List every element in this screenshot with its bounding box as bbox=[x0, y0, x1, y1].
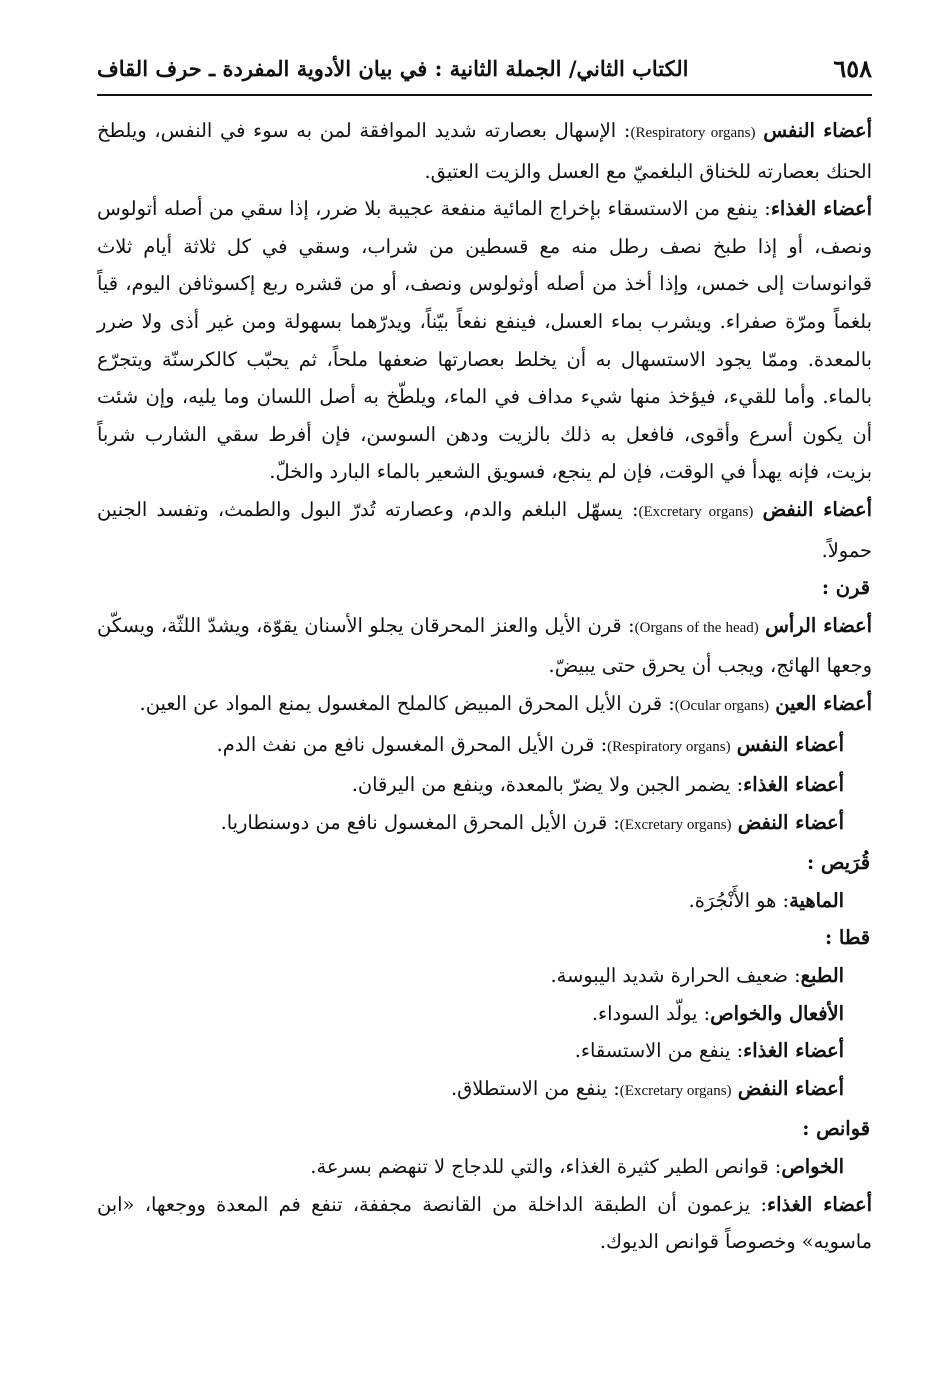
entry-paragraph bbox=[97, 1070, 872, 1111]
entry-paragraph bbox=[97, 685, 872, 726]
entry-paragraph bbox=[97, 1032, 872, 1070]
entry-label: الطبع bbox=[800, 964, 844, 988]
entry-text: : هو الأَنْجُرَة. bbox=[688, 888, 790, 912]
entry-text: : يسهّل البلغم والدم، وعصارته تُدرّ البول والطمث، وتفسد الجنين حمولاً. bbox=[97, 497, 872, 562]
english-term: (Ocular organs) bbox=[674, 697, 770, 714]
section-heading: قوانص : bbox=[802, 1117, 870, 1141]
section-heading: قطا : bbox=[825, 926, 870, 950]
entry-label: أعضاء النفس bbox=[736, 732, 844, 756]
entry-label: أعضاء الغذاء bbox=[770, 197, 872, 221]
english-term: (Excretary organs) bbox=[619, 1082, 732, 1099]
entry-text: : قوانص الطير كثيرة الغذاء، والتي للدجاج لا تنهضم بسرعة. bbox=[310, 1155, 782, 1179]
entry-paragraph bbox=[97, 995, 872, 1033]
entry-label: أعضاء الغذاء bbox=[743, 773, 844, 797]
entry-text: : يولّد السوداء. bbox=[591, 1001, 711, 1025]
entry-paragraph bbox=[97, 766, 872, 804]
entry-label: أعضاء الغذاء bbox=[743, 1039, 844, 1063]
entry-text: : الإسهال بعصارته شديد الموافقة لمن به سوء في النفس، ويلطخ الحنك بعصارته للخناق البلغميّ مع العسل والزيت العتيق. bbox=[97, 119, 872, 183]
entry-text: : يضمر الجبن ولا يضرّ بالمعدة، وينفع من اليرقان. bbox=[351, 773, 744, 797]
entry-paragraph bbox=[97, 1148, 872, 1186]
entry-text: : يزعمون أن الطبقة الداخلة من القانصة مجففة، تنفع فم المعدة ووجعها، «ابن ماسويه» وخصوصاً قوانص الديوك. bbox=[97, 1192, 872, 1254]
entry-paragraph bbox=[97, 607, 872, 685]
entry-text: : ينفع من الاستطلاق. bbox=[451, 1076, 620, 1100]
entry-paragraph bbox=[97, 1186, 872, 1261]
english-term: (Respiratory organs) bbox=[607, 738, 731, 755]
entry-paragraph bbox=[97, 112, 872, 190]
entry-text: : ينفع من الاستسقاء بإخراج المائية منفعة عجيبة بلا ضرر، إذا سقي من أصله أتولوس ونصف، أو إذا طبخ نصف رطل منه مع قسطين من شراب، وسقي في كل ثلاثة أيام ثلاث قوانوسات إلى خمس، وإذا أخذ من أصله أوثولوس ونصف، أو من قشره ربع إكسوثافن اليوم، قياً بلغماً ومرّة صفراء. ويشرب بماء العسل، فينفع نفعاً بيّناً، ويدرّهما بسهولة ومن غير أذى ولا ضرر بالمعدة. وممّا يجود الاستسهال به أن يخلط بعصارتها ضعفها ملحاً، ثم يحبّب كالكرسنّة ويتجرّع بالماء. وأما للقيء، فيؤخذ منها شيء مداف في الماء، ويلطّخ به أصل اللسان وما يليه، وإن شئت أن يكون أسرع وأقوى، فافعل به ذلك بالزيت ودهن السوسن، فإن أفرط سقي الشارب شرباً بزيت، فإنه يهدأ في الوقت، فإن لم ينجع، فسويق الشعير بالماء البارد والخلّ. bbox=[97, 197, 872, 484]
section-heading: قُرَيص : bbox=[806, 851, 870, 875]
entry-label: أعضاء الغذاء bbox=[766, 1192, 872, 1216]
entry-text: : قرن الأيل المحرق المغسول نافع من دوسنطاريا. bbox=[220, 810, 620, 834]
entry-label: أعضاء النفض bbox=[737, 810, 844, 834]
page-header bbox=[97, 52, 872, 96]
entry-label: أعضاء النفض bbox=[737, 1076, 844, 1100]
page-body bbox=[97, 112, 872, 1261]
entry-paragraph bbox=[97, 726, 872, 767]
entry-label: الخواص bbox=[781, 1155, 844, 1179]
entry-label: أعضاء النفض bbox=[762, 497, 872, 521]
english-term: (Respiratory organs) bbox=[630, 125, 756, 141]
entry-label: أعضاء الرأس bbox=[765, 613, 873, 637]
english-term: (Organs of the head) bbox=[634, 619, 759, 636]
entry-label: الأفعال والخواص bbox=[710, 1001, 844, 1025]
entry-paragraph bbox=[97, 957, 872, 995]
entry-paragraph bbox=[97, 804, 872, 845]
section-heading: قرن : bbox=[821, 576, 870, 600]
entry-label: أعضاء العين bbox=[775, 691, 872, 715]
entry-label: أعضاء النفس bbox=[763, 119, 872, 142]
entry-label: الماهية bbox=[789, 888, 844, 912]
entry-paragraph bbox=[97, 882, 872, 920]
entry-text: : قرن الأيل المحرق المبيض كالملح المغسول يمنع المواد عن العين. bbox=[139, 691, 675, 715]
entry-paragraph bbox=[97, 190, 872, 491]
entry-text: : ينفع من الاستسقاء. bbox=[574, 1039, 744, 1063]
english-term: (Excretary organs) bbox=[638, 503, 754, 520]
entry-text: : قرن الأيل المحرق المغسول نافع من نفث الدم. bbox=[216, 732, 608, 756]
english-term: (Excretary organs) bbox=[619, 816, 732, 833]
entry-text: : ضعيف الحرارة شديد اليبوسة. bbox=[550, 964, 801, 988]
running-title: الكتاب الثاني/ الجملة الثانية : في بيان الأدوية المفردة ـ حرف القاف bbox=[97, 56, 689, 81]
page-number: ٦٥٨ bbox=[833, 54, 872, 83]
entry-text: : قرن الأيل والعنز المحرقان يجلو الأسنان يقوّة، ويشدّ اللثّة، ويسكّن وجعها الهائج، ويجب أن يحرق حتى يبيضّ. bbox=[97, 613, 872, 678]
entry-paragraph bbox=[97, 491, 872, 569]
